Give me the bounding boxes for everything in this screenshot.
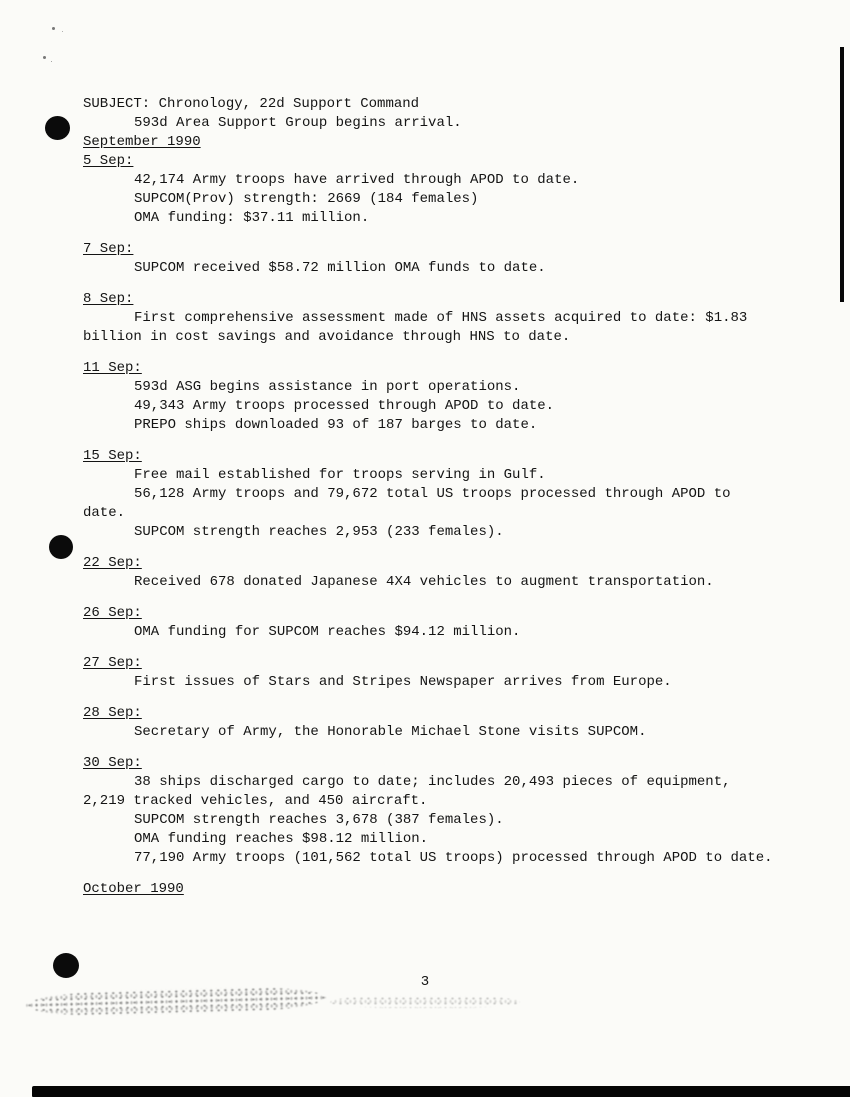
entry-date-text: 7 Sep: bbox=[83, 241, 134, 257]
entry-line: 77,190 Army troops (101,562 total US troops) processed through APOD to date. bbox=[134, 850, 773, 866]
entry-date bbox=[83, 604, 775, 623]
entry-line: SUPCOM received $58.72 million OMA funds to date. bbox=[134, 260, 546, 276]
page-number: 3 bbox=[420, 974, 430, 990]
entry-date bbox=[83, 359, 775, 378]
entry-date-text: 27 Sep: bbox=[83, 655, 142, 671]
entry-date bbox=[83, 240, 775, 259]
document-body bbox=[83, 95, 775, 899]
section-heading-october bbox=[83, 880, 775, 899]
entry-line: SUPCOM strength reaches 2,953 (233 females). bbox=[134, 524, 504, 540]
entry-line: First comprehensive assessment made of HNS assets acquired to date: $1.83 billion in cost savings and avoidance through HNS to date. bbox=[83, 310, 748, 345]
entry-line: 42,174 Army troops have arrived through APOD to date. bbox=[134, 172, 580, 188]
entry-line: PREPO ships downloaded 93 of 187 barges to date. bbox=[134, 417, 538, 433]
entry-line: OMA funding reaches $98.12 million. bbox=[134, 831, 429, 847]
entry-line: OMA funding for SUPCOM reaches $94.12 million. bbox=[134, 624, 521, 640]
entry-27-sep bbox=[83, 654, 775, 692]
entry-date-text: 11 Sep: bbox=[83, 360, 142, 376]
entry-line: OMA funding: $37.11 million. bbox=[134, 210, 370, 226]
entry-line: Free mail established for troops serving in Gulf. bbox=[134, 467, 546, 483]
entry-date bbox=[83, 290, 775, 309]
entry-line: 38 ships discharged cargo to date; includes 20,493 pieces of equipment, 2,219 tracked vehicles, and 450 aircraft. bbox=[83, 774, 731, 809]
subject-line: SUBJECT: Chronology, 22d Support Command bbox=[83, 96, 420, 112]
smudge-mark bbox=[330, 996, 520, 1008]
entry-date bbox=[83, 152, 775, 171]
entry-date-text: 5 Sep: bbox=[83, 153, 134, 169]
section-heading-september bbox=[83, 133, 775, 152]
entry-22-sep bbox=[83, 554, 775, 592]
hole-punch-mark bbox=[49, 535, 73, 559]
smudge-mark bbox=[26, 985, 327, 1018]
entry-11-sep bbox=[83, 359, 775, 435]
entry-line: Secretary of Army, the Honorable Michael Stone visits SUPCOM. bbox=[134, 724, 647, 740]
entry-28-sep bbox=[83, 704, 775, 742]
entry-7-sep bbox=[83, 240, 775, 278]
scan-edge-line bbox=[840, 47, 844, 302]
entry-date bbox=[83, 754, 775, 773]
entry-line: SUPCOM strength reaches 3,678 (387 females). bbox=[134, 812, 504, 828]
section-heading-text: October 1990 bbox=[83, 881, 184, 897]
entry-30-sep bbox=[83, 754, 775, 868]
scan-speck-mark bbox=[52, 27, 55, 30]
hole-punch-mark bbox=[45, 116, 70, 140]
entry-line: 56,128 Army troops and 79,672 total US troops processed through APOD to date. bbox=[83, 486, 731, 521]
entry-date-text: 8 Sep: bbox=[83, 291, 134, 307]
entry-date-text: 22 Sep: bbox=[83, 555, 142, 571]
entry-date bbox=[83, 447, 775, 466]
entry-date-text: 30 Sep: bbox=[83, 755, 142, 771]
entry-date bbox=[83, 654, 775, 673]
scan-bottom-bar bbox=[32, 1086, 850, 1097]
entry-line: Received 678 donated Japanese 4X4 vehicles to augment transportation. bbox=[134, 574, 714, 590]
entry-26-sep bbox=[83, 604, 775, 642]
scan-speck-mark bbox=[43, 56, 46, 59]
entry-date bbox=[83, 704, 775, 723]
entry-8-sep bbox=[83, 290, 775, 347]
entry-line: 593d ASG begins assistance in port operations. bbox=[134, 379, 521, 395]
entry-15-sep bbox=[83, 447, 775, 542]
entry-date-text: 28 Sep: bbox=[83, 705, 142, 721]
entry-line: SUPCOM(Prov) strength: 2669 (184 females) bbox=[134, 191, 479, 207]
entry-line: 49,343 Army troops processed through APOD to date. bbox=[134, 398, 555, 414]
section-heading-text: September 1990 bbox=[83, 134, 201, 150]
entry-date-text: 26 Sep: bbox=[83, 605, 142, 621]
entry-date-text: 15 Sep: bbox=[83, 448, 142, 464]
entry-5-sep bbox=[83, 152, 775, 228]
entry-line: First issues of Stars and Stripes Newspaper arrives from Europe. bbox=[134, 674, 672, 690]
entry-date bbox=[83, 554, 775, 573]
intro-line: 593d Area Support Group begins arrival. bbox=[134, 115, 462, 131]
